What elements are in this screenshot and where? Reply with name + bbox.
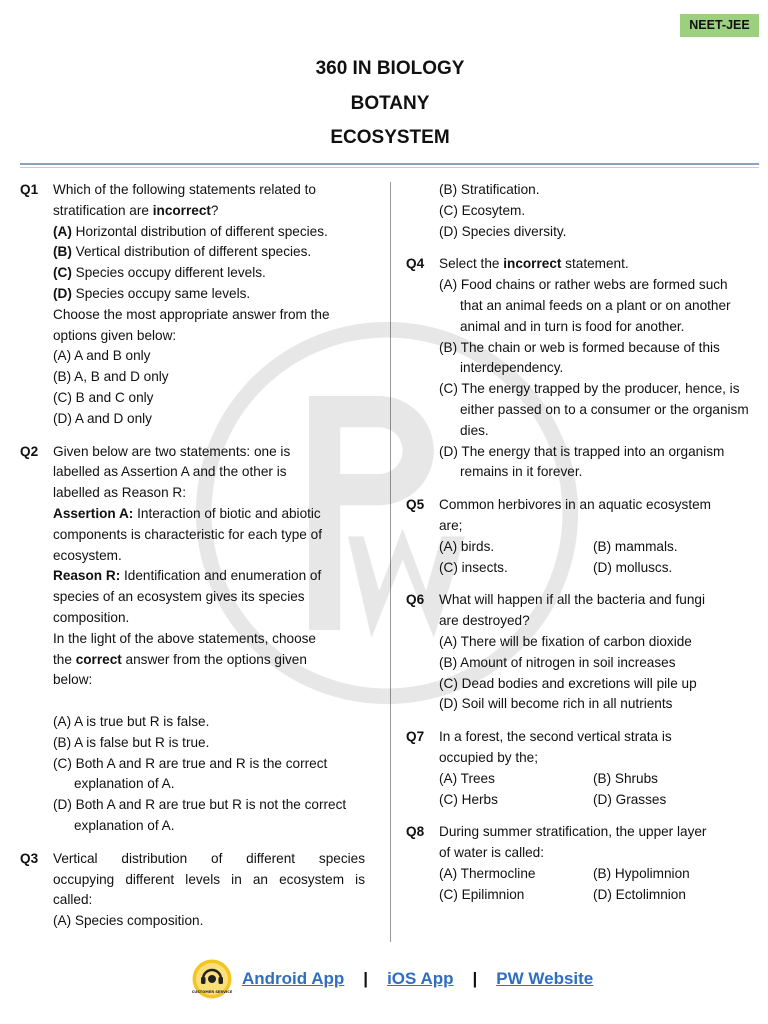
question-q7: [406, 727, 751, 810]
statement-tag: (B): [53, 244, 72, 260]
option-a: (A) A and B only: [53, 348, 151, 364]
assertion-label: Assertion A:: [53, 505, 134, 521]
option-c: (C) Dead bodies and excretions will pile up: [439, 675, 697, 691]
statement-text: Horizontal distribution of different species.: [71, 223, 328, 239]
customer-service-headset-icon: [192, 959, 232, 999]
statement-tag: (A): [53, 223, 72, 239]
blank-line: [53, 691, 365, 712]
options-grid: [439, 769, 751, 811]
question-stem: are destroyed?: [439, 613, 530, 629]
header-divider-thin: [20, 167, 759, 168]
option-b: (B) A, B and D only: [53, 369, 169, 385]
question-stem: Vertical distribution of different species: [53, 850, 365, 866]
question-stem: In a forest, the second vertical strata is: [439, 729, 672, 745]
option-d: (D) The energy that is trapped into an organism remains in it forever.: [439, 443, 725, 480]
question-number: Q2: [20, 443, 39, 459]
statement-c: [53, 263, 365, 284]
option-c: (C) Both A and R are true and R is the correct explanation of A.: [53, 755, 328, 792]
question-number: Q5: [406, 497, 425, 513]
title-line-2: BOTANY: [350, 92, 430, 114]
option-c: (C) Ecosytem.: [439, 202, 526, 218]
assertion-text: ecosystem.: [53, 547, 122, 563]
options-grid: [439, 537, 751, 579]
option-c: (C) B and C only: [53, 389, 154, 405]
question-q2: [20, 442, 365, 837]
question-stem: occupying different levels in an ecosystem is: [53, 871, 365, 887]
assertion: [53, 504, 365, 525]
question-stem: [53, 201, 365, 222]
question-number: Q8: [406, 824, 425, 840]
stem-text: statement.: [561, 256, 629, 272]
question-q3: [20, 849, 365, 932]
assertion-text: components is characteristic for each type of: [53, 526, 322, 542]
title-line-1: 360 IN BIOLOGY: [315, 58, 465, 79]
statement-b: [53, 242, 365, 263]
instruction-text: below:: [53, 672, 93, 688]
question-stem: What will happen if all the bacteria and fungi: [439, 592, 705, 608]
question-number: Q7: [406, 729, 425, 745]
left-column: [20, 180, 365, 944]
option-a: (A) birds.: [439, 538, 495, 554]
option-a: (A) Trees: [439, 770, 495, 786]
option-b: (B) mammals.: [593, 538, 678, 554]
link-separator: |: [363, 968, 369, 988]
question-stem: Common herbivores in an aquatic ecosystem: [439, 497, 712, 513]
option-b: (B) Amount of nitrogen in soil increases: [439, 654, 676, 670]
instruction-text: [53, 650, 365, 671]
title-line-3: ECOSYSTEM: [330, 127, 450, 148]
instruction-text: options given below:: [53, 327, 177, 343]
footer-links: [192, 958, 593, 1000]
reason-text: Identification and enumeration of: [120, 568, 322, 584]
question-q6: [406, 590, 751, 715]
option-d: (D) Grasses: [593, 791, 667, 807]
statement-tag: (D): [53, 285, 72, 301]
stem-text: stratification are: [53, 202, 153, 218]
question-stem: are;: [439, 517, 463, 533]
ios-app-link[interactable]: iOS App: [387, 968, 454, 988]
question-stem: Given below are two statements: one is: [53, 443, 291, 459]
option-d: (D) Ectolimnion: [593, 886, 686, 902]
option-d: (D) A and D only: [53, 410, 152, 426]
statement-text: Species occupy same levels.: [71, 285, 251, 301]
option-a: (A) Species composition.: [53, 913, 204, 929]
statement-a: [53, 222, 365, 243]
stem-text: Select the: [439, 256, 504, 272]
question-stem: called:: [53, 892, 93, 908]
question-number: Q4: [406, 256, 425, 272]
question-stem: [439, 254, 751, 275]
question-stem: labelled as Assertion A and the other is: [53, 464, 287, 480]
exam-badge: NEET-JEE: [680, 14, 759, 37]
option-a: (A) Food chains or rather webs are formed such that an animal feeds on a plant or on another animal and in turn is food for another.: [439, 277, 731, 334]
instruction-text-part: answer from the options given: [121, 651, 307, 667]
statement-tag: (C): [53, 265, 72, 281]
question-stem: Which of the following statements related to: [53, 182, 316, 197]
option-c: (C) insects.: [439, 559, 508, 575]
option-d: (D) Species diversity.: [439, 223, 567, 239]
option-c: (C) The energy trapped by the producer, hence, is either passed on to a consumer or the organism dies.: [439, 381, 749, 438]
header-divider: [20, 163, 759, 165]
option-b: (B) A is false but R is true.: [53, 734, 210, 750]
right-column: [406, 180, 751, 918]
question-number: Q3: [20, 850, 39, 866]
option-c: (C) Herbs: [439, 791, 498, 807]
instruction-text: Choose the most appropriate answer from the: [53, 306, 330, 322]
option-a: (A) A is true but R is false.: [53, 713, 210, 729]
statement-text: Species occupy different levels.: [71, 265, 266, 281]
option-b: (B) The chain or web is formed because of this interdependency.: [439, 339, 720, 376]
question-stem: During summer stratification, the upper layer: [439, 824, 707, 840]
assertion-text: Interaction of biotic and abiotic: [133, 505, 321, 521]
stem-text: ?: [210, 202, 219, 218]
question-q8: [406, 822, 751, 905]
reason: [53, 566, 365, 587]
option-d: (D) Both A and R are true but R is not the correct explanation of A.: [53, 797, 347, 833]
question-q1: [20, 180, 365, 430]
link-separator: |: [472, 968, 478, 988]
android-app-link[interactable]: Android App: [242, 968, 345, 988]
option-b: (B) Stratification.: [439, 182, 540, 197]
question-number: Q6: [406, 592, 425, 608]
option-a: (A) Thermocline: [439, 865, 536, 881]
reason-label: Reason R:: [53, 568, 121, 584]
question-q3-continued: [406, 180, 751, 242]
option-c: (C) Epilimnion: [439, 886, 525, 902]
option-d: (D) Soil will become rich in all nutrients: [439, 696, 673, 712]
instruction-text: In the light of the above statements, choose: [53, 630, 316, 646]
stem-emphasis: incorrect: [503, 256, 562, 272]
question-number: Q1: [20, 182, 39, 197]
pw-website-link[interactable]: PW Website: [496, 968, 594, 988]
stem-emphasis: incorrect: [152, 202, 211, 218]
question-q5: [406, 495, 751, 578]
logo-text: CUSTOMER SERVICE: [192, 990, 232, 994]
question-q4: [406, 254, 751, 483]
option-b: (B) Hypolimnion: [593, 865, 690, 881]
option-b: (B) Shrubs: [593, 770, 658, 786]
option-a: (A) There will be fixation of carbon dioxide: [439, 633, 692, 649]
options-grid: [439, 864, 751, 906]
instruction-emphasis: correct: [75, 651, 122, 667]
question-stem: of water is called:: [439, 845, 545, 861]
reason-text: species of an ecosystem gives its species: [53, 589, 305, 605]
statement-d: [53, 284, 365, 305]
page-title: [0, 52, 768, 156]
question-stem: occupied by the;: [439, 749, 538, 765]
statement-text: Vertical distribution of different species.: [71, 244, 312, 260]
question-stem: labelled as Reason R:: [53, 485, 186, 501]
instruction-text-part: the: [53, 651, 76, 667]
option-d: (D) molluscs.: [593, 559, 673, 575]
reason-text: composition.: [53, 609, 130, 625]
